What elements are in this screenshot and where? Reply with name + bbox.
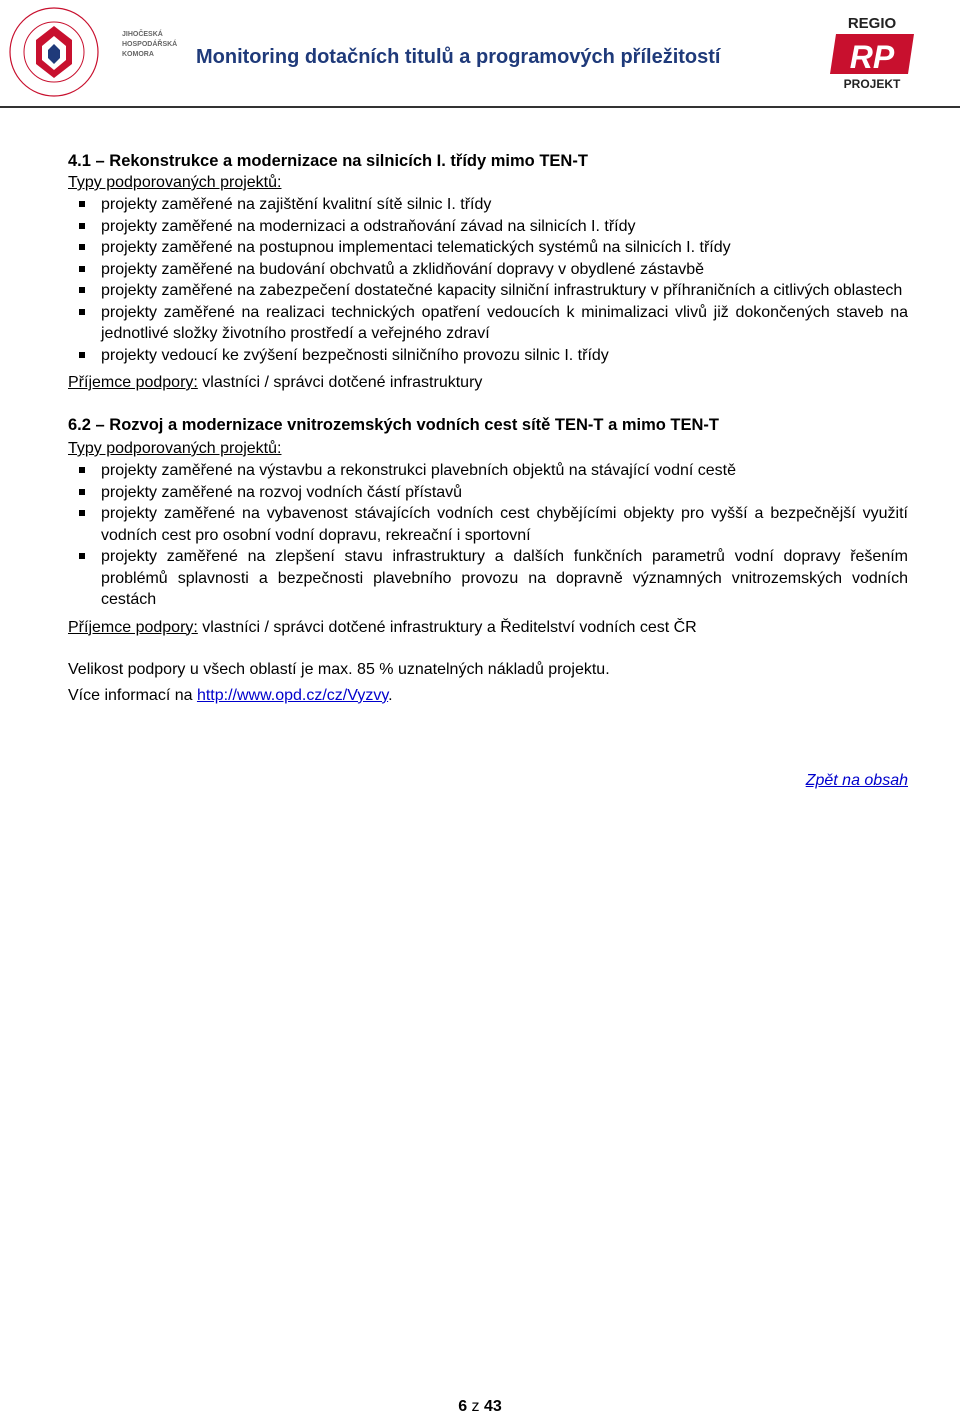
recipients-line-2 — [68, 617, 908, 639]
section-title-6-2: 6.2 – Rozvoj a modernizace vnitrozemských vodních cest sítě TEN-T a mimo TEN-T — [68, 416, 720, 434]
more-info-suffix: . — [388, 686, 393, 704]
types-label: Typy podporovaných projektů: — [68, 440, 282, 457]
recipients-text: vlastníci / správci dotčené infrastruktury a Ředitelství vodních cest ČR — [197, 618, 697, 636]
list-item: projekty zaměřené na postupnou implementaci telematických systémů na silnicích I. třídy — [68, 237, 908, 259]
list-item: projekty zaměřené na zabezpečení dostatečné kapacity silniční infrastruktury v příhraničních a citlivých oblastech — [68, 280, 908, 302]
list-item: projekty zaměřené na zlepšení stavu infrastruktury a dalších funkčních parametrů vodní dopravy řešením problémů splavnosti a bezpečnosti plavebního provozu na dopravně významných vnitrozemských vodních cestách — [68, 546, 908, 611]
list-item: projekty zaměřené na výstavbu a rekonstrukci plavebních objektů na stávající vodní cestě — [68, 460, 908, 482]
list-item: projekty vedoucí ke zvýšení bezpečnosti silničního provozu silnic I. třídy — [68, 345, 908, 367]
page-separator: z — [471, 1398, 480, 1415]
chamber-of-commerce-logo — [8, 2, 188, 102]
document-body — [68, 150, 908, 707]
list-item: projekty zaměřené na zajištění kvalitní sítě silnic I. třídy — [68, 194, 908, 216]
list-item: projekty zaměřené na budování obchvatů a zklidňování dopravy v obydlené zástavbě — [68, 259, 908, 281]
page-number — [0, 1398, 960, 1416]
recipients-line-1 — [68, 372, 908, 394]
header-divider — [0, 106, 960, 108]
section-title-4-1: 4.1 – Rekonstrukce a modernizace na silnicích I. třídy mimo TEN-T — [68, 152, 588, 170]
regio-projekt-logo — [826, 12, 918, 92]
page-current: 6 — [458, 1398, 468, 1415]
svg-text:JIHOČESKÁ: JIHOČESKÁ — [122, 31, 163, 38]
list-item: projekty zaměřené na rozvoj vodních částí přístavů — [68, 482, 908, 504]
types-label: Typy podporovaných projektů: — [68, 174, 282, 191]
recipients-label: Příjemce podpory: — [68, 618, 198, 636]
support-size-text: Velikost podpory u všech oblastí je max. 85 % uznatelných nákladů projektu. — [68, 660, 610, 678]
list-item: projekty zaměřené na vybavenost stávajících vodních cest chybějícími objekty pro vyšší a bezpečnější využití vodních cest pro osobní vodní dopravu, rekreační i sportovní — [68, 503, 908, 546]
recipients-text: vlastníci / správci dotčené infrastruktury — [197, 374, 483, 391]
svg-text:RP: RP — [849, 39, 895, 75]
svg-text:PROJEKT: PROJEKT — [843, 77, 901, 91]
back-to-contents-link[interactable]: Zpět na obsah — [805, 772, 908, 789]
opd-link[interactable]: http://www.opd.cz/cz/Vyzvy — [196, 686, 389, 704]
list-item: projekty zaměřené na realizaci technických opatření vedoucích k minimalizaci vlivů již dokončených staveb na jednotlivé složky životního prostředí a veřejného zdraví — [68, 302, 908, 345]
list-item: projekty zaměřené na modernizaci a odstraňování závad na silnicích I. třídy — [68, 216, 908, 238]
header-title: Monitoring dotačních titulů a programových příležitostí — [196, 46, 721, 68]
project-types-list-1 — [68, 194, 908, 366]
svg-text:HOSPODÁŘSKÁ: HOSPODÁŘSKÁ — [122, 41, 178, 48]
svg-text:KOMORA: KOMORA — [122, 51, 154, 58]
more-info-prefix: Více informací na — [68, 686, 197, 704]
svg-text:REGIO: REGIO — [847, 15, 897, 32]
recipients-label: Příjemce podpory: — [68, 374, 198, 391]
project-types-list-2 — [68, 460, 908, 611]
page-total: 43 — [484, 1398, 502, 1415]
more-info-line — [68, 685, 908, 707]
page-header — [0, 0, 960, 110]
